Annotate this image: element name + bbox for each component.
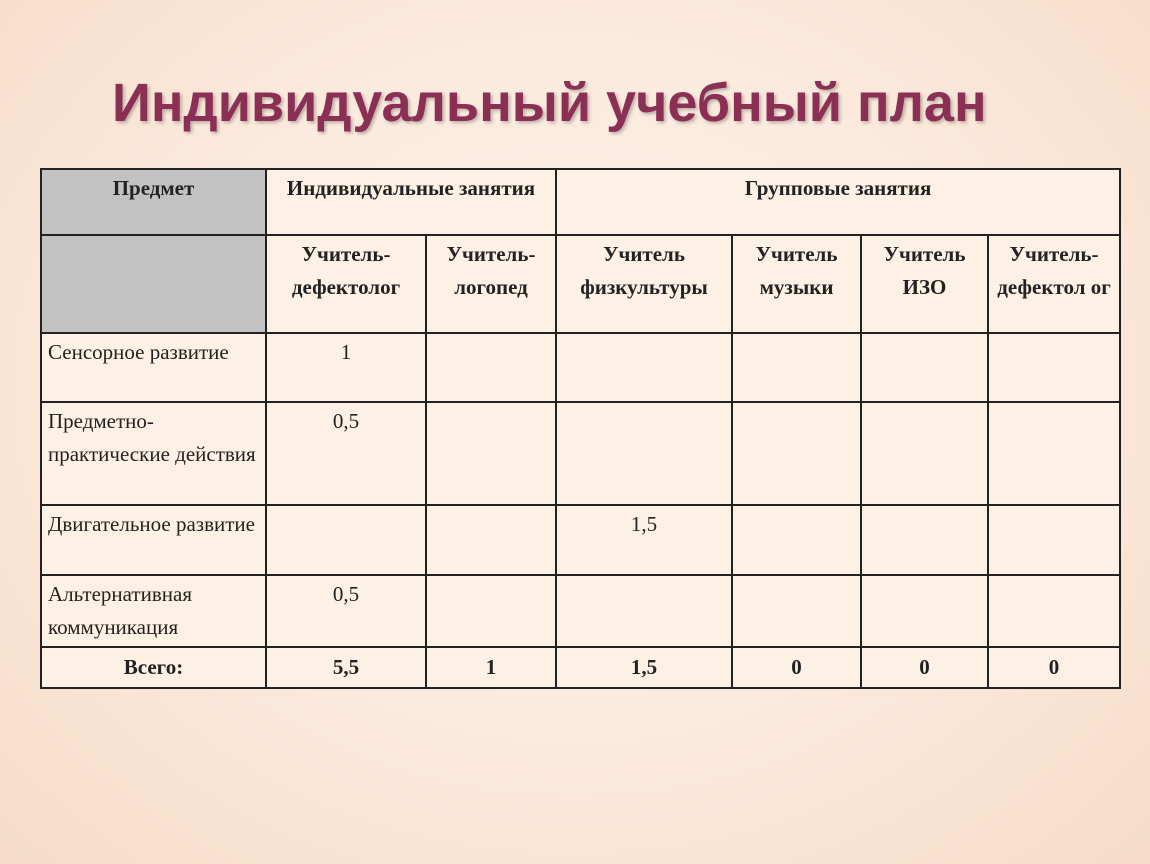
value-cell: [732, 505, 861, 575]
header-teacher: Учитель-дефектол ог: [988, 235, 1120, 333]
table-subheader-row: [41, 235, 1120, 333]
value-cell: [861, 575, 988, 647]
table-row: [41, 333, 1120, 402]
table-row: [41, 505, 1120, 575]
header-teacher: Учитель-логопед: [426, 235, 556, 333]
study-plan-table: [40, 168, 1121, 689]
value-cell: [732, 333, 861, 402]
total-cell: 1: [426, 647, 556, 688]
total-cell: 0: [732, 647, 861, 688]
header-subject: Предмет: [41, 169, 266, 235]
subject-cell: Альтернативная коммуникация: [41, 575, 266, 647]
total-cell: 5,5: [266, 647, 426, 688]
header-teacher: Учитель физкультуры: [556, 235, 732, 333]
value-cell: [861, 402, 988, 505]
total-cell: 0: [861, 647, 988, 688]
value-cell: 0,5: [266, 575, 426, 647]
subject-cell: Двигательное развитие: [41, 505, 266, 575]
value-cell: [732, 575, 861, 647]
value-cell: [426, 402, 556, 505]
value-cell: [861, 505, 988, 575]
value-cell: [556, 575, 732, 647]
header-teacher: Учитель-дефектолог: [266, 235, 426, 333]
header-empty-cell: [41, 235, 266, 333]
value-cell: [988, 402, 1120, 505]
value-cell: [988, 575, 1120, 647]
value-cell: [426, 575, 556, 647]
table-row: [41, 402, 1120, 505]
page-title: Индивидуальный учебный план: [112, 73, 987, 133]
header-individual: Индивидуальные занятия: [266, 169, 556, 235]
value-cell: [988, 505, 1120, 575]
header-teacher: Учитель ИЗО: [861, 235, 988, 333]
table-total-row: [41, 647, 1120, 688]
value-cell: [426, 333, 556, 402]
value-cell: [556, 402, 732, 505]
header-teacher: Учитель музыки: [732, 235, 861, 333]
value-cell: [732, 402, 861, 505]
value-cell: [556, 333, 732, 402]
value-cell: [426, 505, 556, 575]
value-cell: 0,5: [266, 402, 426, 505]
total-cell: 1,5: [556, 647, 732, 688]
value-cell: [266, 505, 426, 575]
value-cell: [988, 333, 1120, 402]
total-label: Всего:: [41, 647, 266, 688]
table-header-row: [41, 169, 1120, 235]
value-cell: [861, 333, 988, 402]
header-group: Групповые занятия: [556, 169, 1120, 235]
total-cell: 0: [988, 647, 1120, 688]
value-cell: 1: [266, 333, 426, 402]
table-row: [41, 575, 1120, 647]
value-cell: 1,5: [556, 505, 732, 575]
subject-cell: Предметно-практические действия: [41, 402, 266, 505]
subject-cell: Сенсорное развитие: [41, 333, 266, 402]
